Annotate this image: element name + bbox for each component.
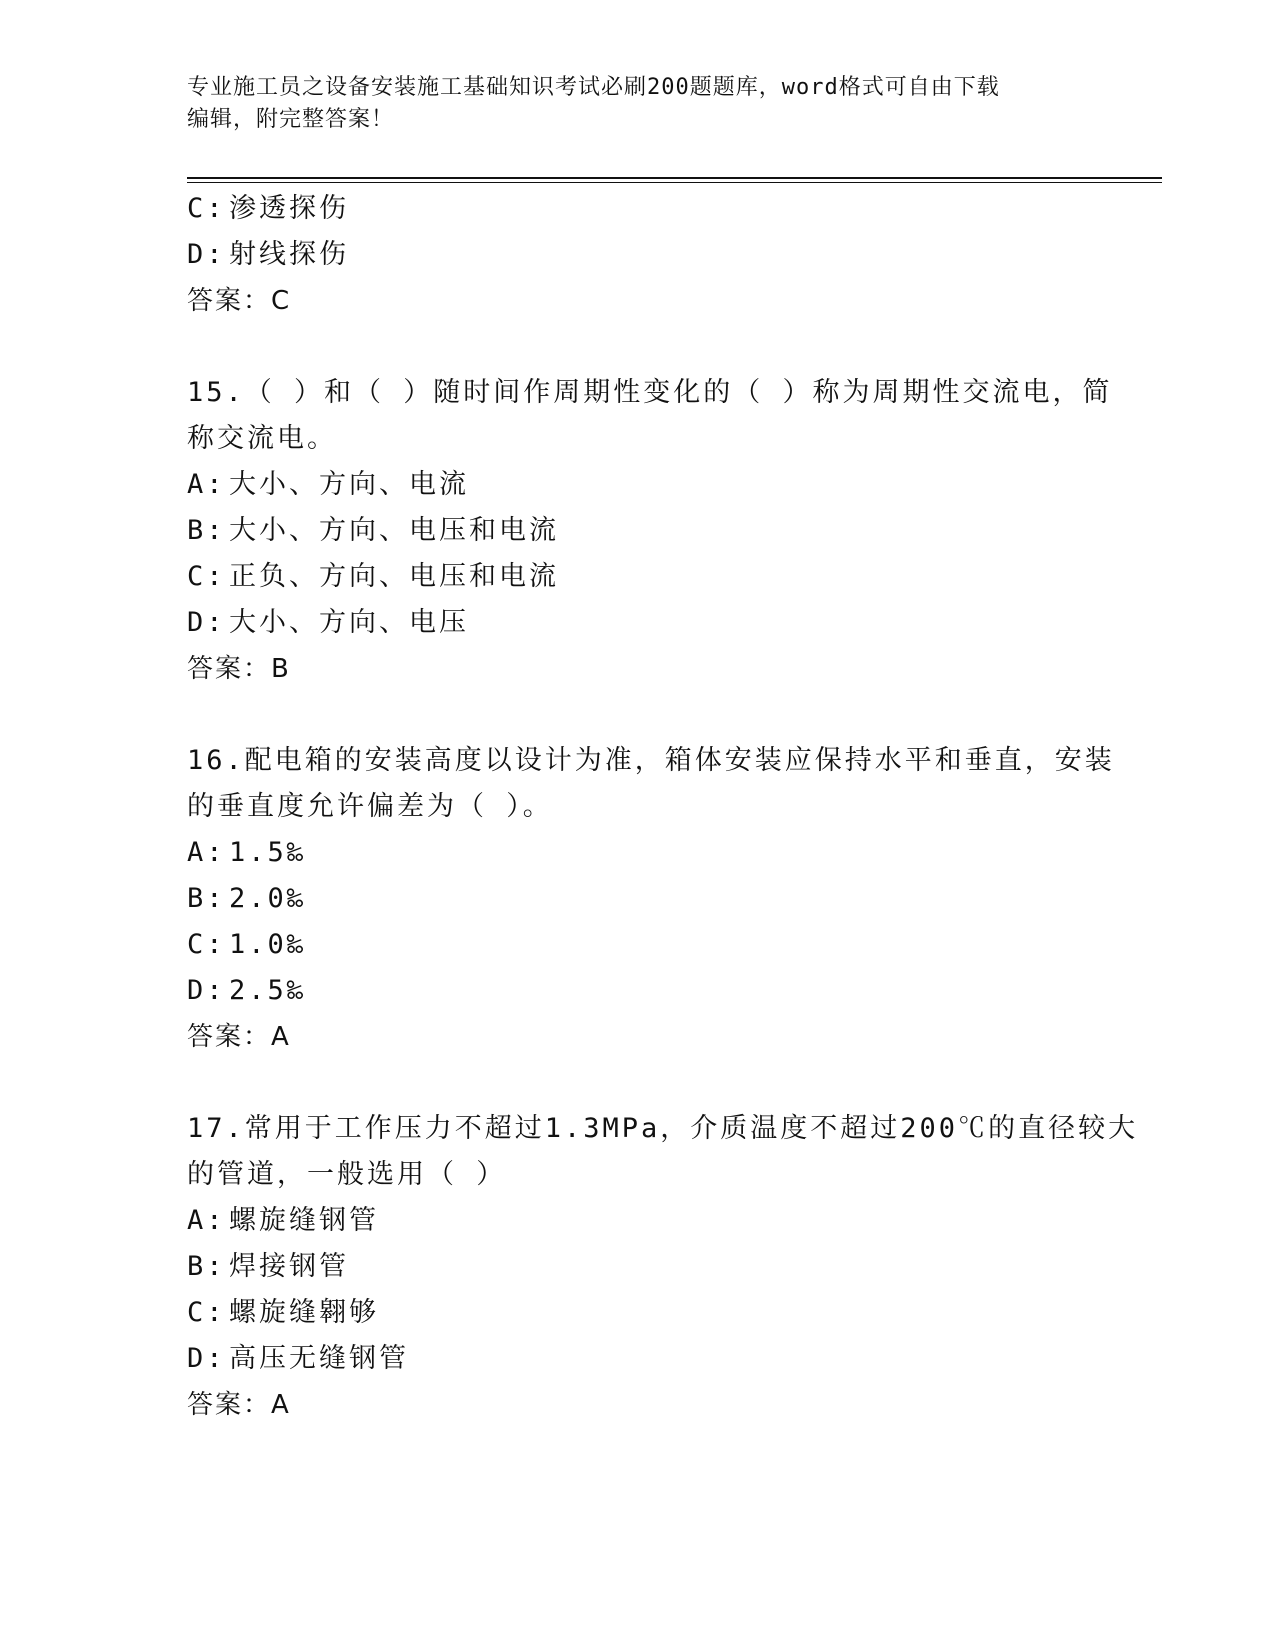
- option-label: C:: [187, 193, 226, 224]
- option-text: 1.5‰: [229, 837, 307, 868]
- option-text: 2.0‰: [229, 883, 307, 914]
- option-label: A:: [187, 837, 226, 868]
- option-label: D:: [187, 607, 226, 638]
- header-divider: [187, 177, 1162, 179]
- option-label: D:: [187, 1343, 226, 1374]
- option-text: 大小、方向、电压: [229, 607, 469, 638]
- option-label: D:: [187, 975, 226, 1006]
- question-stem-line-2: 称交流电。: [187, 423, 337, 454]
- question-stem-line-2: 的管道，一般选用（ ）: [187, 1159, 507, 1190]
- option-c: [187, 922, 1087, 968]
- question-17: [187, 1106, 1139, 1428]
- option-c: [187, 186, 1087, 232]
- option-label: A:: [187, 469, 226, 500]
- option-text: 大小、方向、电流: [229, 469, 469, 500]
- option-text: 2.5‰: [229, 975, 307, 1006]
- option-label: C:: [187, 929, 226, 960]
- option-a: [187, 462, 1087, 508]
- option-label: B:: [187, 515, 226, 546]
- option-a: [187, 1198, 1087, 1244]
- header-title-line-2: 编辑，附完整答案！: [187, 107, 395, 132]
- option-text: 大小、方向、电压和电流: [229, 515, 559, 546]
- spacer: [187, 1060, 1087, 1106]
- option-text: 高压无缝钢管: [229, 1343, 409, 1374]
- option-d: [187, 600, 1087, 646]
- option-c: [187, 1290, 1087, 1336]
- header-divider-thin: [187, 182, 1162, 183]
- option-text: 渗透探伤: [229, 193, 349, 224]
- option-label: C:: [187, 1297, 226, 1328]
- question-list: [187, 186, 1139, 1428]
- question-14-tail: [187, 186, 1087, 324]
- document-header: [187, 72, 1087, 136]
- option-label: B:: [187, 883, 226, 914]
- option-text: 射线探伤: [229, 239, 349, 270]
- answer-line: 答案：A: [187, 1390, 291, 1420]
- option-d: [187, 1336, 1087, 1382]
- question-15: [187, 370, 1113, 692]
- question-stem-line-1: 16.配电箱的安装高度以设计为准，箱体安装应保持水平和垂直，安装: [187, 745, 1115, 776]
- question-stem-line-1: 15.（ ）和（ ）随时间作周期性变化的（ ）称为周期性交流电，简: [187, 377, 1113, 408]
- option-text: 螺旋缝翱够: [229, 1297, 379, 1328]
- answer-line: 答案：C: [187, 286, 292, 316]
- option-a: [187, 830, 1087, 876]
- question-16: [187, 738, 1115, 1060]
- header-title-line-1: 专业施工员之设备安装施工基础知识考试必刷200题题库，word格式可自由下载: [187, 75, 1000, 100]
- answer-line: 答案：A: [187, 1022, 291, 1052]
- option-text: 焊接钢管: [229, 1251, 349, 1282]
- answer-line: 答案：B: [187, 654, 291, 684]
- option-text: 1.0‰: [229, 929, 307, 960]
- option-d: [187, 968, 1087, 1014]
- option-c: [187, 554, 1087, 600]
- option-text: 正负、方向、电压和电流: [229, 561, 559, 592]
- option-label: B:: [187, 1251, 226, 1282]
- option-text: 螺旋缝钢管: [229, 1205, 379, 1236]
- question-stem-line-1: 17.常用于工作压力不超过1.3MPa，介质温度不超过200℃的直径较大: [187, 1113, 1139, 1144]
- spacer: [187, 692, 1087, 738]
- option-label: D:: [187, 239, 226, 270]
- option-b: [187, 508, 1087, 554]
- spacer: [187, 324, 1087, 370]
- option-label: A:: [187, 1205, 226, 1236]
- option-b: [187, 1244, 1087, 1290]
- option-label: C:: [187, 561, 226, 592]
- option-b: [187, 876, 1087, 922]
- option-d: [187, 232, 1087, 278]
- question-stem-line-2: 的垂直度允许偏差为（ ）。: [187, 791, 553, 822]
